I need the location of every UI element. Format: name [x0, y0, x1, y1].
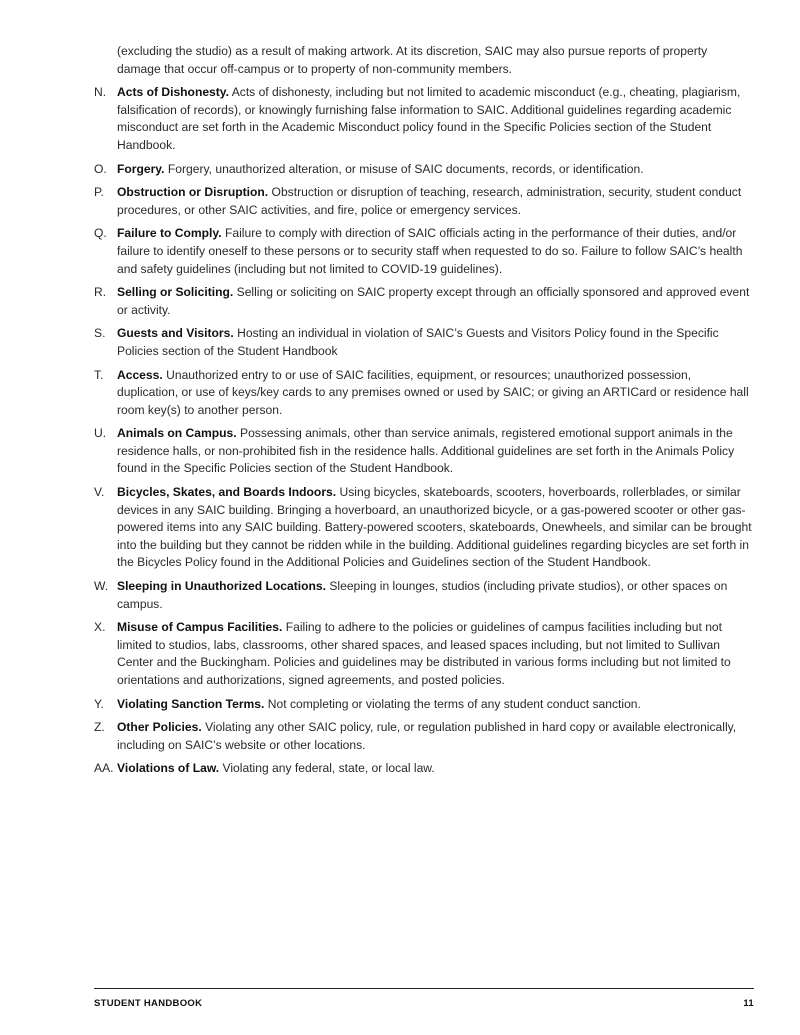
page-footer — [94, 998, 754, 1009]
item-letter: X. — [94, 620, 106, 635]
item-letter: U. — [94, 426, 107, 441]
item-letter: P. — [94, 185, 104, 200]
page-number: 11 — [743, 998, 754, 1009]
item-text: Unauthorized entry to or use of SAIC facilities, equipment, or resources; unauthorized possession, duplication, or use of keys/key cards to any premises owned or used by SAIC; or giving an ARTICard or residence hall room key(s) to another person. — [117, 367, 749, 417]
item-letter: AA. — [94, 761, 114, 776]
list-item — [94, 225, 754, 278]
list-item — [94, 484, 754, 572]
item-letter: V. — [94, 485, 105, 500]
item-title: Obstruction or Disruption. — [117, 185, 269, 200]
item-text: Not completing or violating the terms of any student conduct sanction. — [267, 696, 641, 711]
item-letter: N. — [94, 85, 107, 100]
item-text: Using bicycles, skateboards, scooters, hoverboards, rollerblades, or similar devices in any SAIC building. Bringing a hoverboard, an unauthorized bicycle, or a gas-powered scooter or other gas-powered items into any SAIC building. Battery-powered scooters, skateboards, Onewheels, and similar can be brought into the building but they cannot be ridden while in the building. Additional guidelines regarding bicycles are set forth in the Bicycles Policy found in the Additional Policies and Guidelines section of the Student Handbook. — [117, 485, 752, 570]
item-title: Acts of Dishonesty. — [117, 85, 229, 100]
footer-divider — [94, 988, 754, 989]
item-title: Access. — [117, 367, 163, 382]
item-letter: T. — [94, 367, 104, 382]
list-item — [94, 184, 754, 219]
item-title: Guests and Visitors. — [117, 326, 234, 341]
item-letter: O. — [94, 161, 107, 176]
list-item — [94, 719, 754, 754]
item-title: Violations of Law. — [117, 761, 220, 776]
item-letter: R. — [94, 285, 107, 300]
continuation-paragraph: (excluding the studio) as a result of making artwork. At its discretion, SAIC may also pursue reports of property damage that occur off-campus or to property of non-community members. — [117, 44, 708, 76]
conduct-list — [94, 84, 754, 778]
item-title: Other Policies. — [117, 720, 202, 735]
item-text: Violating any federal, state, or local law. — [222, 761, 435, 776]
item-text: Selling or soliciting on SAIC property except through an officially sponsored and approved event or activity. — [117, 285, 750, 317]
item-text: Acts of dishonesty, including but not limited to academic misconduct (e.g., cheating, plagiarism, falsification of records), or knowingly furnishing false information to SAIC. Additional guidelines regarding academic misconduct are set forth in the Academic Misconduct policy found in the Specific Policies section of the Student Handbook. — [117, 85, 741, 152]
item-letter: S. — [94, 326, 106, 341]
list-item — [94, 325, 754, 360]
list-item — [94, 760, 754, 778]
list-item — [94, 84, 754, 154]
item-text: Hosting an individual in violation of SAIC’s Guests and Visitors Policy found in the Specific Policies section of the Student Handbook — [117, 326, 719, 358]
item-title: Selling or Soliciting. — [117, 285, 234, 300]
list-item — [94, 284, 754, 319]
item-title: Misuse of Campus Facilities. — [117, 620, 283, 635]
list-item — [94, 578, 754, 613]
list-item — [94, 425, 754, 478]
item-letter: W. — [94, 579, 109, 594]
item-title: Bicycles, Skates, and Boards Indoors. — [117, 485, 337, 500]
item-text: Failing to adhere to the policies or guidelines of campus facilities including but not limited to studios, labs, classrooms, other shared spaces, and leased spaces including, but not limited to Sullivan Center and the Buckingham. Policies and guidelines may be distributed in various forms including but not limited to orientations and authorizations, signed agreements, and posted policies. — [117, 620, 731, 687]
item-title: Violating Sanction Terms. — [117, 696, 265, 711]
item-title: Sleeping in Unauthorized Locations. — [117, 579, 326, 594]
item-letter: Y. — [94, 696, 104, 711]
item-text: Possessing animals, other than service animals, registered emotional support animals in the residence halls, or non-prohibited fish in the residence halls. Additional guidelines are set forth in the Animals Policy found in the Specific Policies section of the Student Handbook. — [117, 426, 735, 476]
footer-title: STUDENT HANDBOOK — [94, 998, 203, 1009]
list-item — [94, 161, 754, 179]
list-item — [94, 619, 754, 689]
item-title: Failure to Comply. — [117, 226, 222, 241]
item-letter: Q. — [94, 226, 107, 241]
item-text: Failure to comply with direction of SAIC officials acting in the performance of their duties, and/or failure to identify oneself to these persons or to security staff when requested to do so. Failure to follow SAIC’s health and safety guidelines (including but not limited to COVID-19 guidelines). — [117, 226, 743, 276]
item-letter: Z. — [94, 720, 105, 735]
item-text: Obstruction or disruption of teaching, research, administration, security, student conduct procedures, or other SAIC activities, and fire, police or emergency services. — [117, 185, 742, 217]
handbook-page — [94, 43, 754, 784]
list-item — [94, 367, 754, 420]
item-title: Forgery. — [117, 161, 165, 176]
item-title: Animals on Campus. — [117, 426, 237, 441]
item-text: Sleeping in lounges, studios (including private studios), or other spaces on campus. — [117, 579, 728, 611]
item-text: Forgery, unauthorized alteration, or misuse of SAIC documents, records, or identification. — [167, 161, 644, 176]
list-item — [94, 696, 754, 714]
item-text: Violating any other SAIC policy, rule, or regulation published in hard copy or available electronically, including on SAIC’s website or other locations. — [117, 720, 737, 752]
